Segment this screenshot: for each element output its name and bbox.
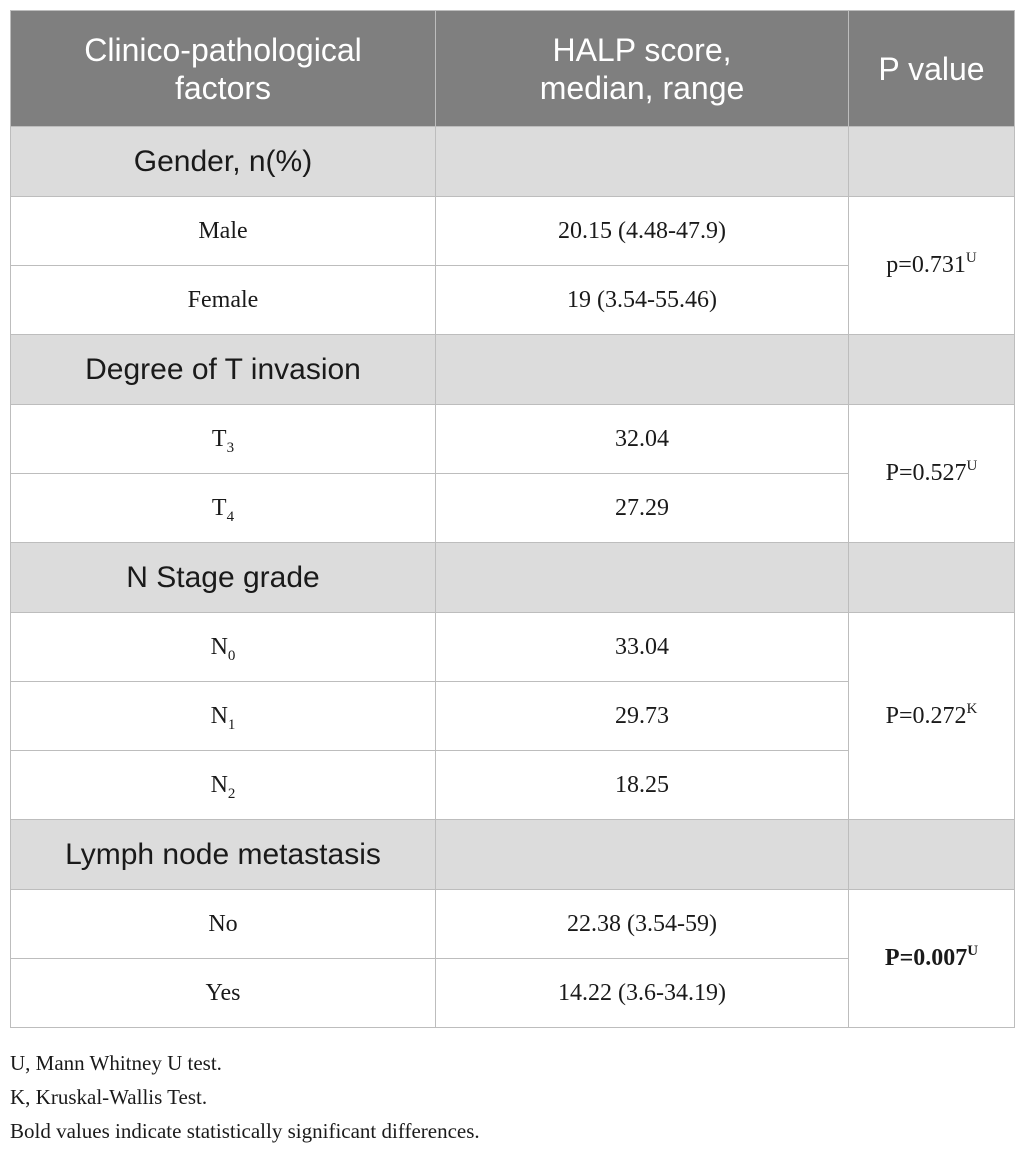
group-empty-cell (849, 335, 1015, 405)
row-value: 18.25 (436, 751, 849, 820)
row-value: 29.73 (436, 682, 849, 751)
row-label: $T_3$ (11, 405, 436, 474)
row-value: 27.29 (436, 474, 849, 543)
p-value-cell: $p=0.731^U$ (849, 197, 1015, 335)
header-halp-score: HALP score, median, range (436, 11, 849, 127)
group-label: Degree of T invasion (11, 335, 436, 405)
row-label: No (11, 890, 436, 959)
header-factors: Clinico-pathological factors (11, 11, 436, 127)
row-value: 14.22 (3.6-34.19) (436, 959, 849, 1028)
header-row (11, 11, 1015, 127)
group-empty-cell (436, 127, 849, 197)
row-value: 22.38 (3.54-59) (436, 890, 849, 959)
group-label: Gender, n(%) (11, 127, 436, 197)
header-p-value: P value (849, 11, 1015, 127)
row-value: 33.04 (436, 613, 849, 682)
row-label: $N_1$ (11, 682, 436, 751)
table-row (11, 890, 1015, 959)
table-row (11, 613, 1015, 682)
group-row-t-invasion (11, 335, 1015, 405)
row-label: Female (11, 266, 436, 335)
group-label: Lymph node metastasis (11, 820, 436, 890)
row-label: Yes (11, 959, 436, 1028)
group-label: N Stage grade (11, 543, 436, 613)
group-empty-cell (849, 127, 1015, 197)
p-value-cell-significant: $P=0.007^U$ (849, 890, 1015, 1028)
table-row (11, 405, 1015, 474)
group-row-lymph-node (11, 820, 1015, 890)
group-row-gender (11, 127, 1015, 197)
group-empty-cell (436, 820, 849, 890)
row-value: 32.04 (436, 405, 849, 474)
p-value-cell: $P=0.527^U$ (849, 405, 1015, 543)
table-row (11, 197, 1015, 266)
group-empty-cell (849, 820, 1015, 890)
row-value: 19 (3.54-55.46) (436, 266, 849, 335)
group-empty-cell (849, 543, 1015, 613)
footnote-k: K, Kruskal-Wallis Test. (10, 1085, 208, 1109)
group-empty-cell (436, 543, 849, 613)
p-value-cell: $P=0.272^K$ (849, 613, 1015, 820)
footnote-u: U, Mann Whitney U test. (10, 1051, 222, 1075)
row-label: $N_2$ (11, 751, 436, 820)
footnote-bold: Bold values indicate statistically significant differences. (10, 1119, 480, 1143)
group-empty-cell (436, 335, 849, 405)
table-footnotes (10, 1046, 480, 1148)
halp-score-table (10, 10, 1015, 1028)
row-value: 20.15 (4.48-47.9) (436, 197, 849, 266)
group-row-n-stage (11, 543, 1015, 613)
row-label: Male (11, 197, 436, 266)
row-label: $T_4$ (11, 474, 436, 543)
row-label: $N_0$ (11, 613, 436, 682)
